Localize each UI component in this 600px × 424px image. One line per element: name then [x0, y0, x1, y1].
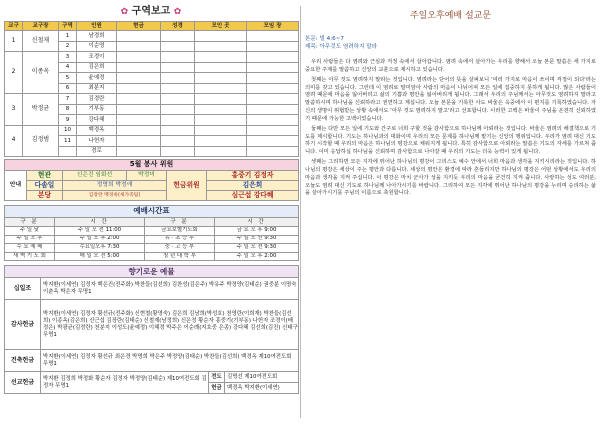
report-cell[interactable] [247, 104, 299, 115]
volunteer-cell: 김은희 [207, 181, 299, 191]
volunteer-cell: 현관 [27, 171, 63, 181]
sermon-body [305, 59, 596, 198]
report-cell[interactable] [117, 115, 161, 126]
report-cell[interactable] [161, 41, 195, 52]
report-cell[interactable] [195, 52, 247, 63]
offering-row-building [5, 350, 299, 372]
cell-leader: 경로 [77, 146, 117, 157]
cell-leader: 나헌자 [77, 136, 117, 147]
right-column [305, 2, 596, 422]
report-cell[interactable] [161, 94, 195, 105]
volunteer-row [5, 171, 299, 181]
report-cell[interactable] [117, 83, 161, 94]
left-column [4, 2, 298, 422]
flower-icon: ✿ [120, 7, 129, 17]
sermon-title: 주일오후예배 설교문 [409, 11, 492, 21]
sermon-paragraph: 둘째는 다만 모든 일에 기도와 간구로 너희 구할 것을 감사함으로 하나님께 아뢰라는 것입니다. 바울은 염려의 해결책으로 기도를 제시합니다. 기도는 하나님과의 대화이며 우리의 모든 문제를 하나님께 맡기는 신앙의 행위입니다. 우리가 염려 대신 기도하기 시작할 때 우리의 마음은 하나님의 평강으로 채워지게 됩니다. 특히 감사함으로 아뢰라는 말씀은 기도의 자세를 가르쳐 줍니다. 이미 응답하실 하나님을 신뢰하며 감사함으로 나아갈 때 우리의 기도는 더욱 능력이 있게 됩니다. [305, 125, 596, 156]
report-cell[interactable] [195, 31, 247, 42]
district-leader: 박정균 [23, 94, 59, 126]
worship-time-row: 새 벽 기 도 회 매 일 오 전 5:00 청 년 대 학 부 주 일 오 후 2:00 [5, 252, 299, 261]
report-cell[interactable] [117, 136, 161, 147]
report-cell[interactable] [247, 31, 299, 42]
report-cell[interactable] [247, 94, 299, 105]
report-cell[interactable] [195, 94, 247, 105]
volunteer-label: 안내 [5, 171, 27, 201]
district-leader: 이종옥 [23, 52, 59, 94]
cell-leader: 이순영 [77, 41, 117, 52]
sermon-paragraph: 우리 사람들은 다 염려와 근심과 걱정 속에서 살아갑니다. 염려 속에서 살아가는 우리를 향해서 오늘 본문 말씀은 세 가지로 중요한 주제를 말씀하고 신앙의 교훈으로 제시하고 있습니다. [305, 59, 596, 73]
header-cell: 인원 [77, 22, 117, 31]
report-cell[interactable] [161, 52, 195, 63]
cell-leader: 강다혜 [77, 115, 117, 126]
cell-leader: 최분지 [77, 83, 117, 94]
worship-time-title: 예배시간표 [5, 206, 299, 218]
report-cell[interactable] [117, 104, 161, 115]
offering-category: 헌금 [209, 383, 225, 394]
offering-category: 감사헌금 [5, 300, 41, 350]
report-cell[interactable] [117, 146, 161, 157]
report-cell[interactable] [117, 94, 161, 105]
subheader-cell: 구 분 [5, 218, 55, 227]
report-cell[interactable] [247, 115, 299, 126]
volunteer-title: 5월 봉사 위원 [5, 160, 299, 171]
offering-category: 전도 [209, 372, 225, 383]
offering-row-tithe [5, 278, 299, 300]
cell-leader: 김은희 [77, 62, 117, 73]
header-cell: 모임 장 [247, 22, 299, 31]
header-cell: 교구장 [23, 22, 59, 31]
report-cell[interactable] [195, 146, 247, 157]
report-cell[interactable] [247, 136, 299, 147]
offering-row-thanks [5, 300, 299, 350]
worship-time-table [4, 205, 299, 261]
sermon-paragraph: 셋째는 그리하면 모든 지각에 뛰어난 하나님의 평강이 그리스도 예수 안에서 너희 마음과 생각을 지키시리라는 것입니다. 하나님의 평강은 세상이 주는 평안과 다릅니다. 세상의 평안은 환경에 따라 흔들리지만 하나님의 평강은 어떤 상황에서도 우리의 마음과 생각을 지켜 주십니다. 이 평강은 마치 군사가 성을 지키듯 우리의 마음을 굳건히 지켜 줍니다. 사랑하는 성도 여러분, 오늘도 염려 대신 기도로 하나님께 나아가시기를 바랍니다. 그리하여 모든 지각에 뛰어난 하나님의 평강을 누리며 승리하는 삶을 살아가시기를 주님의 이름으로 축원합니다. [305, 159, 596, 197]
offering-names: 박지환(이세연) 김정자 황선규 최은경 박명희 박은주 박정양(김태순) 박찬들(김선희) 백경옥 제10여전도회 무명1 [41, 350, 299, 372]
offering-category: 십일조 [5, 278, 41, 300]
worship-time-row: 주 일 오 후 주 일 오 후 2:00 유 · 초 등 부 주 일 오 전 9:30 [5, 235, 299, 244]
volunteer-row [5, 191, 299, 201]
worship-time-row: 수 요 예 배 수요일오후 7:30 중 · 고 등 부 주 일 오 전 9:30 [5, 244, 299, 253]
district-body [5, 31, 299, 157]
report-cell[interactable] [161, 115, 195, 126]
cell-leader: 백경옥 [77, 125, 117, 136]
header-cell: 현금 [117, 22, 161, 31]
cell-number: 10 [59, 125, 77, 136]
volunteer-cell: 홍중기 김정자 [207, 171, 299, 181]
offering-names: 박지환(이세연) 김정자 백은진(전주화) 박찬들(김선희) 김찬성(김은주) 박유주 박정양(김태순) 권중분 이명숙 이춘옥 박은자 무명1 [41, 278, 299, 300]
report-cell[interactable] [161, 146, 195, 157]
cell-number: 6 [59, 83, 77, 94]
report-cell[interactable] [161, 73, 195, 84]
report-cell[interactable] [195, 83, 247, 94]
offering-names: 백경옥 박지환(이세연) [225, 383, 299, 394]
volunteer-cell: 신은진 임화선 [63, 171, 127, 181]
header-cell: 교구 [5, 22, 23, 31]
report-cell[interactable] [247, 62, 299, 73]
offering-names: 박지환(이세연) 김정자 황선규(전주화) 신현철(황영숙) 김은희 김남희(박성호) 천영란(이희재) 박찬들(김선희) 이종옥(김은희) 신근섭 김장란(김태순) 신철재(남정희) 신은정 황순자 흥중기(기부동) 나헌자 조경이(배정은) 박광균(김정란) 천분지 이성도(윤예정) 이혜경 박주은 이순례(지호중 은종) 강다혜 김선희(김진) 신태구 무명1 [41, 300, 299, 350]
cell-number: 5 [59, 73, 77, 84]
report-cell[interactable] [117, 73, 161, 84]
cell-number: 9 [59, 115, 77, 126]
volunteer-table [4, 159, 299, 201]
flower-icon: ✿ [173, 7, 182, 17]
offering-title: 향기로운 예물 [5, 266, 299, 278]
district-leader: 김정범 [23, 125, 59, 157]
report-cell[interactable] [247, 41, 299, 52]
worship-time-row: 주 일 낮 주 일 오 전 11:00 금요보혈기도회 금 요 오 후 9:00 [5, 227, 299, 236]
report-cell[interactable] [117, 41, 161, 52]
report-cell[interactable] [247, 73, 299, 84]
worship-time-subheader [5, 218, 299, 227]
report-cell[interactable] [195, 125, 247, 136]
district-leader: 신철재 [23, 31, 59, 52]
cell-number: 4 [59, 62, 77, 73]
sermon-reference: 본문: 빌 4:6~7 제목: 아무것도 염려하지 말라 [305, 36, 378, 50]
offering-names: 박지환 김정희 박정화 황순자 김정자 박정양(김태순) 제10여전도회 김정자 무명1 [41, 372, 209, 394]
district-report-table [4, 21, 299, 157]
volunteer-cell: 김장란 백경옥(새가족팀) [63, 191, 167, 201]
subheader-cell: 구 분 [145, 218, 215, 227]
cell-number: 7 [59, 94, 77, 105]
volunteer-cell: 정영희 박정애 [63, 181, 167, 191]
volunteer-row [5, 181, 299, 191]
report-cell[interactable] [161, 136, 195, 147]
volunteer-cell: 심근섭 강다혜 [207, 191, 299, 201]
district-number: 1 [5, 31, 23, 52]
report-cell[interactable] [247, 52, 299, 63]
district-number: 3 [5, 94, 23, 126]
report-cell[interactable] [161, 62, 195, 73]
cell-number: 11 [59, 136, 77, 147]
volunteer-cell: 박정미 [127, 171, 167, 181]
report-cell[interactable] [117, 62, 161, 73]
district-number: 4 [5, 125, 23, 157]
cell-leader: 남경희 [77, 31, 117, 42]
report-cell[interactable] [161, 31, 195, 42]
sermon-scripture: 빌 4:6~7 [319, 36, 344, 42]
cell-leader: 윤예경 [77, 73, 117, 84]
offering-names: 김명선 제10여전도회 [225, 372, 299, 383]
volunteer-cell: 본당 [27, 191, 63, 201]
offering-committee-label: 헌금위원 [167, 171, 207, 201]
offering-category: 건축헌금 [5, 350, 41, 372]
header-cell: 구역 [59, 22, 77, 31]
report-cell[interactable] [195, 73, 247, 84]
cell-number: 1 [59, 31, 77, 42]
table-row [5, 52, 299, 63]
cell-leader: 김경란 [77, 94, 117, 105]
cell-number: 2 [59, 41, 77, 52]
report-cell[interactable] [195, 62, 247, 73]
cell-number: 3 [59, 52, 77, 63]
cell-leader: 조경이 [77, 52, 117, 63]
sermon-paragraph: 첫째는 아무 것도 염려하지 말라는 것입니다. 염려라는 단어의 뜻을 살펴보니 '여러 가지로 마음이 쓰이며 걱정이 되다'라는 의미를 갖고 있습니다. 그런데 이 염려로 말미암아 사람의 마음이 나뉘어져 모든 일에 집중하지 못하게 됩니다. 많은 사람들이 염려 때문에 마음을 잃어버리고 삶의 기쁨과 평안을 잃어버리게 됩니다. 그래서 우리의 주님께서는 아무것도 염려하지 말라고 말씀하시며 하나님을 신뢰하라고 권면하고 계십니다. 오늘 본문을 기록한 사도 바울은 옥중에서 이 편지를 기록하였습니다. 자신의 생명이 위협받는 상황 속에서도 '아무 것도 염려하지 말고'라고 선포합니다. 이러한 고백은 바울이 주님을 온전히 신뢰하였기 때문에 가능한 고백이었습니다. [305, 76, 596, 122]
offering-row-mission [5, 372, 299, 383]
report-cell[interactable] [195, 41, 247, 52]
table-row [5, 125, 299, 136]
table-row [5, 31, 299, 42]
cell-number: 8 [59, 104, 77, 115]
column-divider [300, 6, 301, 418]
cell-leader: 기부동 [77, 104, 117, 115]
subheader-cell: 시 간 [55, 218, 145, 227]
cell-number [59, 146, 77, 157]
volunteer-cell: 다솜일 [27, 181, 63, 191]
report-cell[interactable] [247, 83, 299, 94]
report-cell[interactable] [247, 146, 299, 157]
report-cell[interactable] [195, 136, 247, 147]
report-cell[interactable] [161, 83, 195, 94]
sermon-topic: 아무것도 염려하지 말라 [319, 43, 378, 50]
report-cell[interactable] [195, 104, 247, 115]
offering-table [4, 265, 299, 394]
report-cell[interactable] [161, 104, 195, 115]
offering-category: 선교헌금 [5, 372, 41, 394]
report-cell[interactable] [247, 125, 299, 136]
report-cell[interactable] [117, 52, 161, 63]
header-cell: 모인 곳 [195, 22, 247, 31]
subheader-cell: 시 간 [215, 218, 299, 227]
district-header-row [5, 22, 299, 31]
report-cell[interactable] [117, 125, 161, 136]
report-cell[interactable] [117, 31, 161, 42]
report-cell[interactable] [161, 125, 195, 136]
report-cell[interactable] [195, 115, 247, 126]
table-row [5, 94, 299, 105]
header-cell: 성경 [161, 22, 195, 31]
district-number: 2 [5, 52, 23, 94]
district-report-title: ✿ 구역보고 ✿ [120, 6, 182, 17]
